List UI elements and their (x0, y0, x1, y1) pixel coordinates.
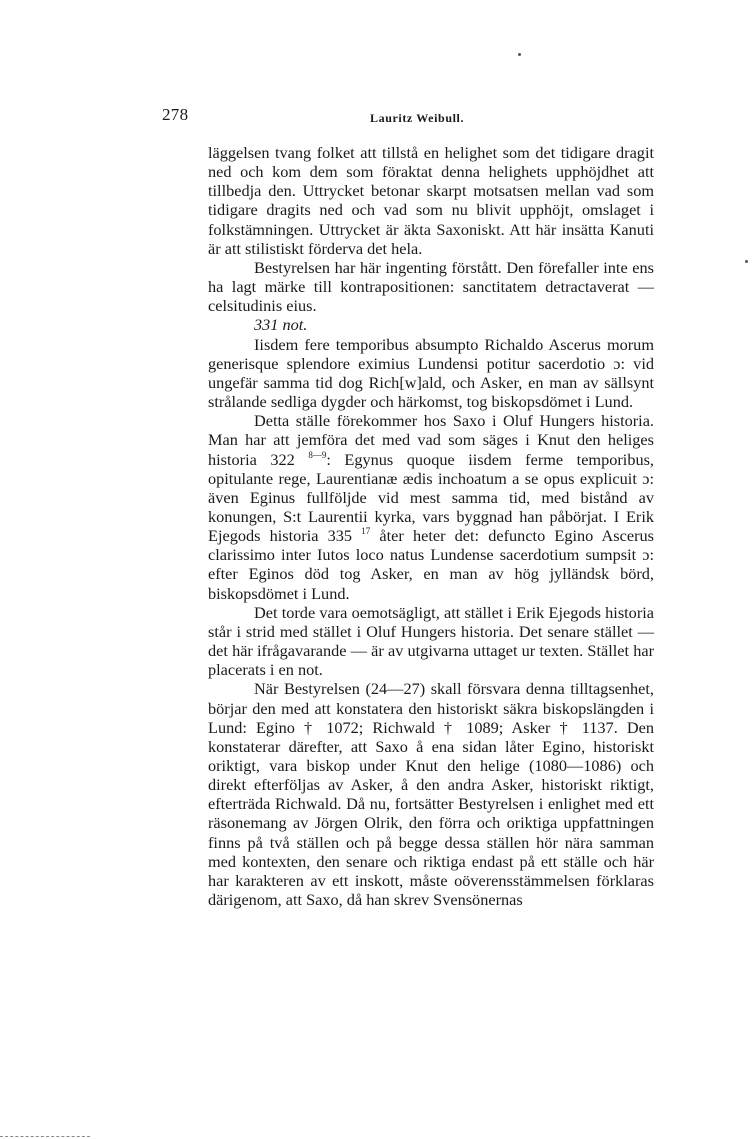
page-number: 278 (162, 105, 189, 124)
scan-speck (745, 260, 748, 263)
paragraph-1: läggelsen tvang folket att tillstå en helighet som det tidigare dragit ned och kom dem som föraktat denna helighets upphöjdhet att tillbedja den. Uttrycket betonar skarpt motsatsen mellan vad som tidigare dragits ned och vad som nu blivit upphöjt, omslaget i folkstämningen. Uttrycket är äkta Saxoniskt. Att här insätta Kanuti är att stilistiskt förderva det hela. (208, 143, 654, 258)
paragraph-5: Det torde vara oemotsägligt, att stället i Erik Ejegods historia står i strid med stället i Oluf Hungers historia. Det senare stället — det här ifrågavarande — är av utgivarna uttaget ur texten. Stället har placerats i en not. (208, 602, 654, 680)
footnote-ref-1: 8—9 (308, 449, 327, 460)
scan-edge-mark (0, 1136, 90, 1137)
running-head: Lauritz Weibull. (370, 111, 465, 125)
footnote-ref-2: 17 (361, 526, 371, 537)
paragraph-4-part-2: : Egynus quoque iisdem ferme temporibus, opitulante rege, Laurentianæ ædis inchoatum a se opus explicuit ɔ: även Eginus fullföljde vid mest samma tid, med bistånd av konungen, S:t Laurentii kyrka, vars byggnad han påbörjat. I Erik Ejegods historia 335 (208, 449, 655, 546)
scan-speck (518, 53, 521, 56)
paragraph-4 (208, 411, 654, 603)
body-text (208, 143, 654, 909)
paragraph-6: När Bestyrelsen (24—27) skall försvara denna tilltagsenhet, börjar den med att konstatera den historiskt säkra biskopslängden i Lund: Egino † 1072; Richwald † 1089; Asker † 1137. Den konstaterar därefter, att Saxo å ena sidan låter Egino, historiskt oriktigt, vara biskop under Knut den helige (1080—1086) och direkt efterföljas av Asker, å den andra Asker, historiskt riktigt, efterträda Richwald. Då nu, fortsätter Bestyrelsen i enlighet med ett räsonemang av Jörgen Olrik, den förra och oriktiga uppfattningen finns på två ställen och på begge dessa ställen hör nära samman med kontexten, den senare och riktiga endast på ett ställe och här har karakteren av ett inskott, måste oöverensstämmelsen förklaras därigenom, att Saxo, då han skrev Svensönernas (208, 679, 654, 910)
paragraph-4-part-1: Detta ställe förekommer hos Saxo i Oluf Hungers historia. Man har att jemföra det med vad som säges i Knut den heliges historia 322 (208, 411, 654, 469)
paragraph-4-part-3: åter heter det: defuncto Egino Ascerus clarissimo inter Iutos loco natus Lundense sacerdotium sumpsit ɔ: efter Eginos död tog Asker, en man av hög jylländsk börd, biskopsdömet i Lund. (208, 526, 654, 603)
paragraph-3: Iisdem fere temporibus absumpto Richaldo Ascerus morum generisque splendore eximius Lundensi potitur sacerdotio ɔ: vid ungefär samma tid dog Rich[w]ald, och Asker, en man av sällsynt strålande sedliga dygder och härkomst, tog biskopsdömet i Lund. (208, 334, 654, 412)
paragraph-2: Bestyrelsen har här ingenting förstått. Den förefaller inte ens ha lagt märke till kontrapositionen: sanctitatem detractaverat — celsitudinis eius. (208, 257, 654, 316)
section-heading: 331 not. (254, 315, 308, 335)
